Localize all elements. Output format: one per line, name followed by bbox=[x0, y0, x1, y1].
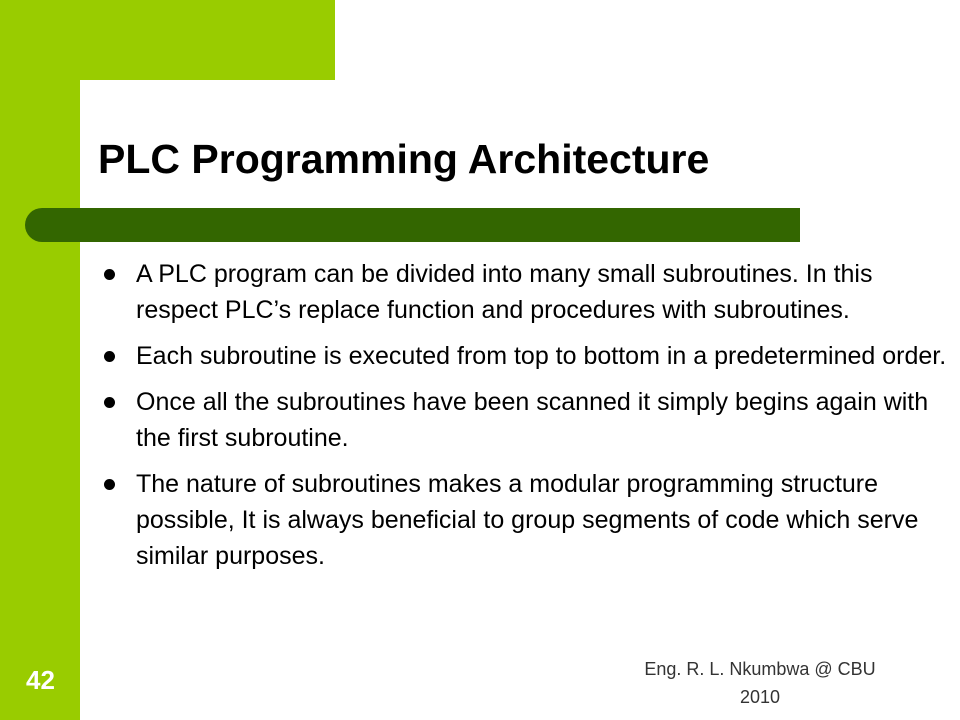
bullet-list bbox=[104, 256, 954, 584]
page-number: 42 bbox=[26, 665, 55, 695]
top-accent-band bbox=[0, 0, 335, 80]
title-underline-bar bbox=[25, 208, 800, 242]
bullet-item bbox=[104, 338, 954, 374]
bullet-text: Each subroutine is executed from top to bottom in a predetermined order. bbox=[136, 342, 947, 370]
footer-credit bbox=[610, 655, 910, 711]
bullet-item bbox=[104, 466, 954, 574]
bullet-dot-icon bbox=[104, 269, 115, 280]
bullet-dot-icon bbox=[104, 397, 115, 408]
bullet-item bbox=[104, 384, 954, 456]
bullet-text: Once all the subroutines have been scanned it simply begins again with the first subroutine. bbox=[136, 388, 929, 452]
slide-title: PLC Programming Architecture bbox=[98, 136, 710, 182]
bullet-item bbox=[104, 256, 954, 328]
footer-author: Eng. R. L. Nkumbwa @ CBU bbox=[644, 659, 876, 679]
bullet-text: The nature of subroutines makes a modular programming structure possible, It is always beneficial to group segments of code which serve similar purposes. bbox=[136, 470, 919, 570]
bullet-text: A PLC program can be divided into many small subroutines. In this respect PLC’s replace function and procedures with subroutines. bbox=[136, 260, 873, 324]
left-accent-band bbox=[0, 0, 80, 720]
bullet-dot-icon bbox=[104, 351, 115, 362]
footer-year: 2010 bbox=[739, 687, 781, 707]
bullet-dot-icon bbox=[104, 479, 115, 490]
